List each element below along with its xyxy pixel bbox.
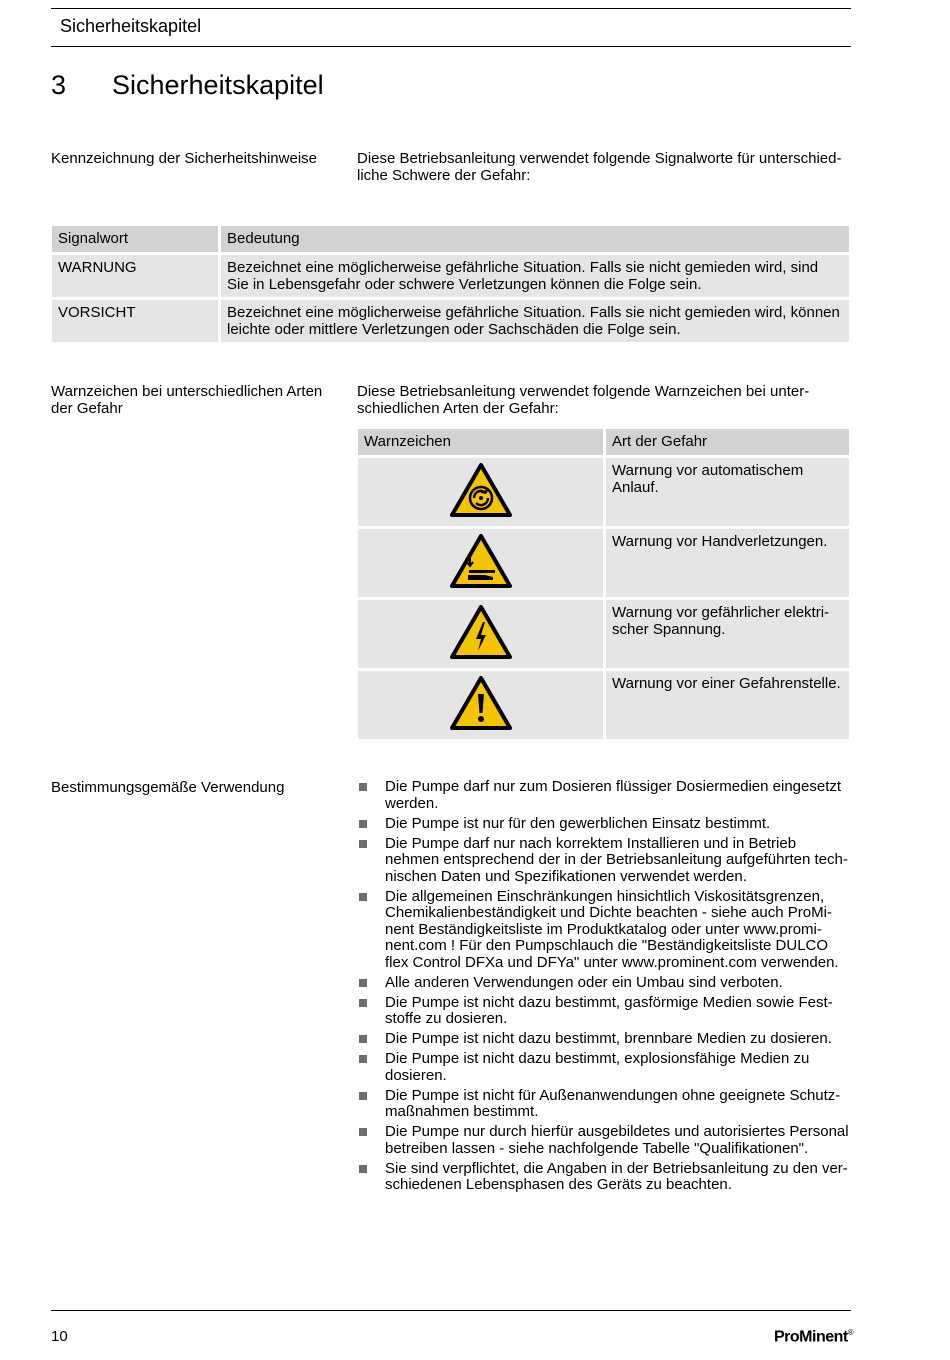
- bullet-square-icon: [359, 979, 367, 987]
- type-of-danger-cell: Warnung vor einer Gefahrenstelle.: [606, 671, 849, 739]
- list-item: Die Pumpe ist nur für den gewerblichen Einsatz bestimmt.: [357, 816, 849, 833]
- header-rule-top: [51, 8, 851, 9]
- running-header: Sicherheitskapitel: [60, 16, 202, 36]
- bullet-square-icon: [359, 840, 367, 848]
- intended-use-list: [357, 779, 849, 1197]
- column-header-meaning: Bedeutung: [221, 226, 849, 252]
- signal-word-cell: VORSICHT: [52, 300, 218, 342]
- meaning-cell: Bezeichnet eine möglicherweise gefährliche Situation. Falls sie nicht gemieden wird, sind Sie in Lebensgefahr oder schwere Verletzungen können die Folge sein.: [221, 255, 849, 297]
- column-header-signal-word: Signalwort: [52, 226, 218, 252]
- table-row: [358, 529, 849, 597]
- bullet-square-icon: [359, 999, 367, 1007]
- list-item: Die Pumpe ist nicht dazu bestimmt, gasförmige Medien sowie Fest-stoffe zu dosieren.: [357, 995, 849, 1028]
- table-header-row: [358, 429, 849, 455]
- signal-words-intro: Diese Betriebsanleitung verwendet folgende Signalworte für unterschied-liche Schwere der Gefahr:: [357, 150, 842, 184]
- warning-signs-table: [355, 426, 852, 742]
- footer-rule: [51, 1310, 851, 1311]
- bullet-square-icon: [359, 1092, 367, 1100]
- electric-voltage-warning-icon: [449, 604, 513, 660]
- table-row: [358, 600, 849, 668]
- chapter-heading: [51, 70, 324, 101]
- list-item: Die Pumpe darf nur nach korrektem Installieren und in Betrieb nehmen entsprechend der in der Betriebsanleitung aufgeführten tech-nischen Daten und Spezifikationen verwendet werden.: [357, 836, 849, 886]
- table-row: [358, 671, 849, 739]
- intended-use-heading: Bestimmungsgemäße Verwendung: [51, 779, 285, 796]
- header-rule-bottom: [51, 46, 851, 47]
- type-of-danger-cell: Warnung vor gefährlicher elektri-scher Spannung.: [606, 600, 849, 668]
- bullet-square-icon: [359, 1128, 367, 1136]
- column-header-warning-sign: Warnzeichen: [358, 429, 603, 455]
- warning-signs-intro: Diese Betriebsanleitung verwendet folgende Warnzeichen bei unter-schiedlichen Arten der Gefahr:: [357, 383, 810, 417]
- warning-signs-heading: Warnzeichen bei unterschiedlichen Arten der Gefahr: [51, 383, 323, 417]
- hand-injury-warning-icon: [449, 533, 513, 589]
- list-item: Die Pumpe darf nur zum Dosieren flüssiger Dosiermedien eingesetzt werden.: [357, 779, 849, 812]
- list-item: Die allgemeinen Einschränkungen hinsichtlich Viskositätsgrenzen, Chemikalienbeständigkeit und Dichte beachten - siehe auch ProMi-nent Beständigkeitsliste im Produktkatalog oder unter www.promi-nent.com ! Für den Pumpschlauch die "Beständigkeitsliste DULCO flex Control DFXa und DFYa" unter www.prominent.com verwenden.: [357, 889, 849, 972]
- bullet-square-icon: [359, 820, 367, 828]
- table-header-row: [52, 226, 849, 252]
- type-of-danger-cell: Warnung vor automatischem Anlauf.: [606, 458, 849, 526]
- automatic-start-warning-icon: [449, 462, 513, 518]
- chapter-title: Sicherheitskapitel: [112, 70, 324, 100]
- chapter-number: 3: [51, 70, 67, 100]
- list-item: Die Pumpe nur durch hierfür ausgebildetes und autorisiertes Personal betreiben lassen - siehe nachfolgende Tabelle "Qualifikationen".: [357, 1124, 849, 1157]
- list-item: Sie sind verpflichtet, die Angaben in der Betriebsanleitung zu den ver-schiedenen Lebensphasen des Geräts zu beachten.: [357, 1161, 849, 1194]
- bullet-square-icon: [359, 893, 367, 901]
- signal-words-table: [49, 223, 852, 345]
- bullet-square-icon: [359, 783, 367, 791]
- bullet-square-icon: [359, 1055, 367, 1063]
- signal-words-heading: Kennzeichnung der Sicherheitshinweise: [51, 150, 318, 167]
- meaning-cell: Bezeichnet eine möglicherweise gefährliche Situation. Falls sie nicht gemieden wird, können leichte oder mittlere Verletzungen oder Sachschäden die Folge sein.: [221, 300, 849, 342]
- table-row: [52, 300, 849, 342]
- list-item: Die Pumpe ist nicht für Außenanwendungen ohne geeignete Schutz-maßnahmen bestimmt.: [357, 1088, 849, 1121]
- list-item: Alle anderen Verwendungen oder ein Umbau sind verboten.: [357, 975, 849, 992]
- table-row: [358, 458, 849, 526]
- type-of-danger-cell: Warnung vor Handverletzungen.: [606, 529, 849, 597]
- bullet-square-icon: [359, 1035, 367, 1043]
- list-item: Die Pumpe ist nicht dazu bestimmt, brennbare Medien zu dosieren.: [357, 1031, 849, 1048]
- column-header-type-of-danger: Art der Gefahr: [606, 429, 849, 455]
- page-number: 10: [51, 1328, 68, 1345]
- list-item: Die Pumpe ist nicht dazu bestimmt, explosionsfähige Medien zu dosieren.: [357, 1051, 849, 1084]
- prominent-logo: ProMinent®: [774, 1328, 854, 1346]
- bullet-square-icon: [359, 1165, 367, 1173]
- signal-word-cell: WARNUNG: [52, 255, 218, 297]
- table-row: [52, 255, 849, 297]
- general-danger-warning-icon: [449, 675, 513, 731]
